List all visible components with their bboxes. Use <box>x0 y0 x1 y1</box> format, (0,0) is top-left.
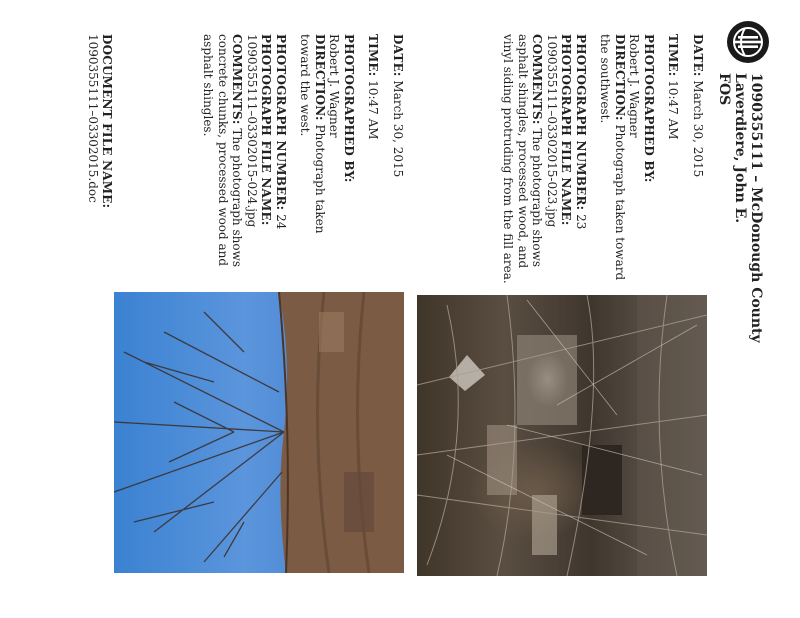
file-name-label: PHOTOGRAPH FILE NAME: <box>259 34 274 226</box>
comments-value: The photograph shows concrete chunks, processed wood and asphalt shingles. <box>201 34 245 268</box>
date-label: DATE: <box>391 34 405 77</box>
date-label: DATE: <box>691 34 705 77</box>
time-label: TIME: <box>666 34 681 77</box>
photographer-value: Robert J. Wagner <box>627 34 642 138</box>
document-file-name-value: 1090355111–03302015.doc <box>86 34 100 203</box>
site-photo-23 <box>417 295 707 576</box>
direction-label: DIRECTION: <box>613 34 627 121</box>
document-header <box>716 73 764 613</box>
time-label: TIME: <box>366 34 381 77</box>
debris-slope-image <box>417 295 707 576</box>
direction-label: DIRECTION: <box>313 34 327 121</box>
photo-number-label: PHOTOGRAPH NUMBER: <box>274 34 288 211</box>
hillside-sky-image <box>114 292 404 573</box>
time-value: 10:47 AM <box>366 80 381 140</box>
photographer-label: PHOTOGRAPHED BY: <box>342 34 356 183</box>
photo-number-label: PHOTOGRAPH NUMBER: <box>574 34 588 211</box>
comments-value: The photograph shows asphalt shingles, processed wood, and vinyl siding protruding from the fill area. <box>501 34 545 284</box>
date-value: March 30, 2015 <box>391 80 405 178</box>
photo-24-details <box>201 34 405 274</box>
site-photo-24 <box>114 292 404 573</box>
owner-name: Laverdiere, John E. <box>732 73 748 224</box>
direction-value: Photograph taken toward the west. <box>298 34 327 234</box>
photographer-label: PHOTOGRAPHED BY: <box>642 34 656 183</box>
site-title: 1090355111 – McDonough County <box>748 73 764 343</box>
file-name-value: 1090355111–03302015-023.jpg <box>545 34 559 228</box>
photo-number-value: 24 <box>274 214 288 230</box>
site-code: FOS <box>716 73 732 106</box>
direction-value: Photograph taken toward the southwest. <box>598 34 627 281</box>
time-value: 10:47 AM <box>666 80 681 140</box>
agency-seal-icon <box>726 20 770 64</box>
photo-number-value: 23 <box>574 214 588 230</box>
date-value: March 30, 2015 <box>691 80 705 178</box>
file-name-value: 1090355111–03302015-024.jpg <box>245 34 259 228</box>
comments-label: COMMENTS: <box>530 34 545 125</box>
comments-label: COMMENTS: <box>230 34 245 125</box>
document-footer <box>86 34 114 208</box>
file-name-label: PHOTOGRAPH FILE NAME: <box>559 34 574 226</box>
photo-23-details <box>501 34 705 284</box>
document-file-name-label: DOCUMENT FILE NAME: <box>100 34 114 209</box>
photographer-value: Robert J. Wagner <box>327 34 342 138</box>
